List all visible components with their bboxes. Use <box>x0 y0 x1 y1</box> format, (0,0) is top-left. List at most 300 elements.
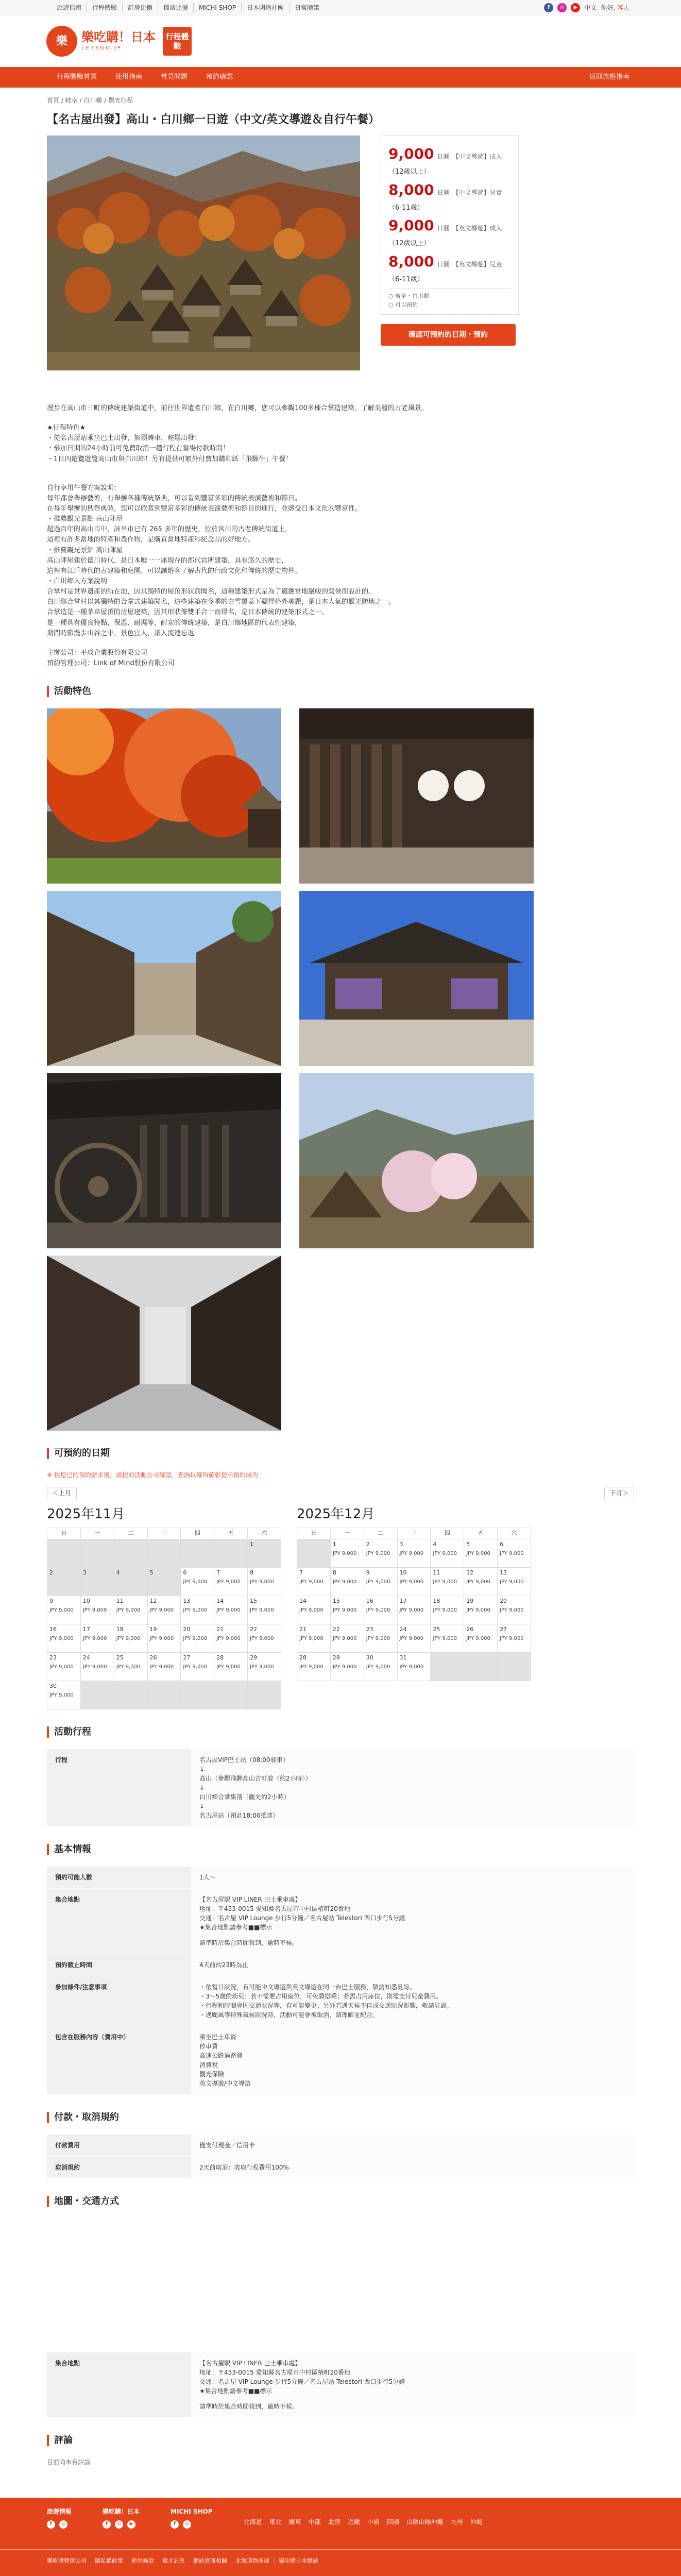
calendar-grid <box>297 1528 531 1681</box>
logo-en: LETSGO.JP <box>81 45 122 51</box>
calendar-day[interactable] <box>330 1624 364 1653</box>
calendar-day[interactable] <box>464 1539 498 1568</box>
calendar-day <box>147 1539 181 1568</box>
day-price: JPY 9,000 <box>299 1664 324 1670</box>
reviews-empty: 目前尚未有評論 <box>47 2459 91 2466</box>
price-row <box>388 177 511 203</box>
table-row <box>47 2134 634 2157</box>
calendar-day[interactable] <box>147 1596 181 1624</box>
day-number: 18 <box>433 1598 440 1605</box>
topbar-link[interactable]: 日常隨筆 <box>295 4 320 11</box>
calendar-day <box>80 1681 114 1709</box>
logo-jp: 樂吃購！日本 <box>81 30 156 45</box>
price-label: 【中文導遊】兒童 <box>452 189 502 196</box>
calendar-day[interactable] <box>364 1596 397 1624</box>
day-number: 18 <box>116 1626 124 1633</box>
day-number: 14 <box>299 1598 307 1605</box>
day-number: 17 <box>82 1626 90 1633</box>
nav-item[interactable]: 行程體驗首頁 <box>57 73 97 81</box>
calendar-day <box>181 1539 214 1568</box>
calendar-day[interactable] <box>214 1653 248 1681</box>
table-row <box>47 1889 634 1954</box>
calendar-day[interactable] <box>297 1568 331 1596</box>
calendar-day[interactable] <box>214 1624 248 1653</box>
calendar-day[interactable] <box>464 1624 498 1653</box>
gallery-image-snow-street[interactable] <box>47 1256 281 1431</box>
weekday-header: 二 <box>114 1528 147 1539</box>
calendar-day <box>114 1681 147 1709</box>
footer-area-link[interactable]: 關東 <box>288 2518 301 2526</box>
weekday-header: 日 <box>297 1528 331 1539</box>
calendar-day[interactable] <box>498 1624 531 1653</box>
calendar-day[interactable] <box>80 1596 114 1624</box>
calendar-day[interactable] <box>364 1653 397 1681</box>
info-line: ★集合地點請參考■■標示 <box>199 1924 273 1931</box>
info-line: 請準時於集合時間報到，逾時不候。 <box>199 1939 299 1947</box>
day-number: 23 <box>49 1654 57 1662</box>
footer-link[interactable]: 網站資訊相關 <box>193 2557 227 2565</box>
description-line: 高山陣屋建於德川時代，是日本唯一一座現存的郡代官所建築，具有悠久的歷史， <box>47 556 288 565</box>
topbar-link[interactable]: 機票比價 <box>158 3 194 12</box>
info-value <box>191 1954 634 1976</box>
day-number: 12 <box>466 1569 474 1577</box>
info-value <box>191 2352 634 2418</box>
description-line: 自行享用午餐方案說明： <box>47 484 121 492</box>
info-value <box>191 2134 634 2157</box>
calendar-day[interactable] <box>297 1596 331 1624</box>
day-price: JPY 9,000 <box>500 1607 524 1613</box>
calendar-day[interactable] <box>248 1624 281 1653</box>
day-price: JPY 9,000 <box>250 1664 274 1670</box>
youtube-icon[interactable]: ▶ <box>127 2520 135 2529</box>
description-line: 合掌造是一種茅草屋頂的房屋建築，因其形狀像雙手合十而得名，是日本傳統的建築形式之一。 <box>47 608 329 617</box>
day-number: 16 <box>366 1598 373 1605</box>
calendar-day[interactable] <box>214 1568 248 1596</box>
footer-social-icons <box>171 2520 213 2529</box>
info-line: 消費稅 <box>199 2061 218 2069</box>
footer-sub <box>0 2549 681 2573</box>
info-line: 交通：名古屋 VIP Lounge 步行5分鐘／名古屋站 Telestori 西口步行5分鐘 <box>199 1914 405 1922</box>
calendar-month <box>297 1504 531 1709</box>
calendar-day[interactable] <box>364 1539 397 1568</box>
day-number: 7 <box>216 1569 220 1577</box>
footer-area-link[interactable]: 中國 <box>367 2518 380 2526</box>
calendar-day[interactable] <box>214 1596 248 1624</box>
footer-area-link[interactable]: 中部 <box>308 2518 321 2526</box>
weekday-header: 一 <box>330 1528 364 1539</box>
calendar-day <box>214 1681 248 1709</box>
info-line: 地址：〒453-0015 愛知縣名古屋市中村區椿町20番地 <box>199 1905 350 1913</box>
info-line: 乘坐巴士車資 <box>199 2033 237 2041</box>
topbar-link[interactable]: 訂房比價 <box>123 3 158 12</box>
day-number: 11 <box>433 1569 440 1577</box>
day-number: 1 <box>332 1541 336 1548</box>
prev-month-button[interactable]: ＜上月 <box>47 1487 77 1499</box>
calendar-day <box>114 1539 147 1568</box>
table-row <box>47 2026 634 2095</box>
calendar-day[interactable] <box>330 1596 364 1624</box>
main-content <box>47 88 634 2467</box>
description-line: ・推薦觀光景點 高山陣屋 <box>47 546 123 554</box>
day-price: JPY 9,000 <box>399 1664 424 1670</box>
calendar-day[interactable] <box>297 1653 331 1681</box>
calendar-day[interactable] <box>397 1653 431 1681</box>
calendar-day[interactable] <box>464 1596 498 1624</box>
footer-area-link[interactable]: 近畿 <box>347 2518 360 2526</box>
day-price: JPY 9,000 <box>116 1664 141 1670</box>
info-value <box>191 2157 634 2179</box>
topbar-link[interactable]: 旅遊指南 <box>52 3 87 12</box>
nav-items <box>52 72 242 82</box>
gallery-image-old-town-street[interactable] <box>47 891 281 1066</box>
footer-social-icons <box>103 2520 140 2529</box>
calendar-day[interactable] <box>364 1568 397 1596</box>
calendar-day[interactable] <box>114 1596 147 1624</box>
description-line: ★行程特色★ <box>47 424 86 432</box>
calendar-day[interactable] <box>181 1624 214 1653</box>
facebook-icon[interactable]: f <box>544 3 553 12</box>
calendar-day[interactable] <box>330 1653 364 1681</box>
weekday-header: 四 <box>431 1528 464 1539</box>
itinerary-line: 高山（參觀飛騨高山古町並〈約2小時〉） <box>199 1775 312 1783</box>
info-line: 【名古屋駅 VIP LINER 巴士乘車處】 <box>199 2360 301 2367</box>
topbar-link[interactable]: 行程體驗 <box>87 3 123 12</box>
instagram-icon[interactable]: ◎ <box>557 3 567 12</box>
itinerary-lines <box>191 1749 634 1827</box>
day-number: 5 <box>149 1569 154 1577</box>
info-line: ・3～5歲的幼兒：若不需要占用座位，可免費搭乘；若需占用座位，則需支付兒童費用。 <box>199 1993 442 2001</box>
instagram-icon[interactable]: ◎ <box>183 2520 191 2529</box>
footer-area-link[interactable]: 北海道 <box>243 2518 262 2526</box>
info-key: 付款費用 <box>47 2134 191 2157</box>
calendar-day[interactable] <box>464 1568 498 1596</box>
calendar-day <box>47 1539 81 1568</box>
footer-area-link[interactable]: 山陰山陽沖繩 <box>406 2518 444 2526</box>
day-number: 1 <box>250 1541 254 1548</box>
day-price: JPY 9,000 <box>49 1692 74 1698</box>
day-price: JPY 9,000 <box>399 1607 424 1613</box>
description-line: ・參加日期的24小時前可免費取消一趟行程在當場付款時間！ <box>47 445 230 453</box>
day-number: 12 <box>149 1598 157 1605</box>
nav-item[interactable]: 預約確認 <box>206 73 233 81</box>
calendar-day[interactable] <box>364 1624 397 1653</box>
day-price: JPY 9,000 <box>399 1550 424 1556</box>
logo-mark-icon: 樂 <box>46 26 77 57</box>
calendar-day[interactable] <box>47 1596 81 1624</box>
description-line: 白川鄉合掌村以其獨特的合掌式建築聞名，這些建築在冬季的白雪覆蓋下顯得格外美麗，是日本人氣的觀光勝地之一。 <box>47 598 396 606</box>
calendar-day[interactable] <box>114 1653 147 1681</box>
info-key: 集合地點 <box>47 2352 191 2418</box>
day-number: 24 <box>82 1654 90 1662</box>
facebook-icon[interactable]: f <box>103 2520 111 2529</box>
price-amount: 9,000 <box>388 145 434 162</box>
calendar-day[interactable] <box>47 1624 81 1653</box>
back-to-guide-link[interactable]: 返回旅遊指南 <box>589 73 629 81</box>
day-number: 29 <box>332 1654 340 1662</box>
day-price: JPY 9,000 <box>116 1607 141 1613</box>
greeting-text <box>601 3 629 12</box>
info-line: 【名古屋駅 VIP LINER 巴士乘車處】 <box>199 1896 301 1904</box>
day-price: JPY 9,000 <box>183 1664 208 1670</box>
day-price: JPY 9,000 <box>366 1607 390 1613</box>
footer-area-link[interactable]: 沖繩 <box>470 2518 483 2526</box>
facebook-icon[interactable]: f <box>171 2520 179 2529</box>
calendar-day <box>431 1653 464 1681</box>
payment-table <box>47 2134 634 2179</box>
instagram-icon[interactable]: ◎ <box>115 2520 123 2529</box>
day-price: JPY 9,000 <box>466 1579 490 1585</box>
info-line: 1人～ <box>199 1874 216 1882</box>
table-row <box>47 1954 634 1976</box>
info-value <box>191 1976 634 2026</box>
language-select[interactable]: 中文 <box>584 4 597 11</box>
topbar-right <box>544 3 629 12</box>
day-number: 23 <box>366 1626 373 1633</box>
footer-area-link[interactable]: 九州 <box>450 2518 463 2526</box>
itinerary-line: ↓ <box>199 1784 205 1792</box>
table-row <box>47 1867 634 1889</box>
gallery-image-autumn-maple[interactable] <box>47 708 281 884</box>
itinerary-line: 白川鄉合掌集落（觀光約2小時） <box>199 1793 290 1801</box>
table-row <box>47 2352 634 2418</box>
day-number: 20 <box>500 1598 507 1605</box>
day-number: 4 <box>116 1569 120 1577</box>
description-line: 預約管理公司：Link of Mind股份有限公司 <box>47 659 175 667</box>
next-month-button[interactable]: 下月＞ <box>604 1487 634 1499</box>
day-number: 15 <box>250 1598 258 1605</box>
day-number: 21 <box>299 1626 307 1633</box>
experience-badge[interactable]: 行程體驗 <box>163 27 192 56</box>
gallery-image-gassho-village[interactable] <box>299 1073 534 1248</box>
info-line: 4天前的23時為止 <box>199 1961 248 1969</box>
day-number: 6 <box>500 1541 504 1548</box>
calendar-grid <box>47 1528 281 1709</box>
day-price: JPY 9,000 <box>500 1635 524 1641</box>
calendar-day[interactable] <box>248 1568 281 1596</box>
calendar-day[interactable] <box>498 1539 531 1568</box>
topbar <box>0 0 681 15</box>
calendar-day[interactable] <box>431 1624 464 1653</box>
day-number: 7 <box>299 1569 303 1577</box>
info-key: 集合地點 <box>47 1889 191 1954</box>
basic-info-table <box>47 1867 634 2095</box>
info-key: 取消規約 <box>47 2157 191 2179</box>
price-age-note: （12歲以上） <box>388 168 431 176</box>
weekday-header: 日 <box>47 1528 81 1539</box>
day-number: 29 <box>250 1654 258 1662</box>
book-button[interactable]: 確認可預約的日期・預約 <box>381 324 516 346</box>
calendar-day[interactable] <box>47 1653 81 1681</box>
day-price: JPY 9,000 <box>433 1579 457 1585</box>
guest-link[interactable]: 客人 <box>617 4 629 11</box>
info-key: 包含在服務內容（費用中） <box>47 2026 191 2095</box>
table-row <box>47 1976 634 2026</box>
gallery-image-waterwheel[interactable] <box>47 1073 281 1248</box>
day-price: JPY 9,000 <box>250 1607 274 1613</box>
calendar-day <box>248 1681 281 1709</box>
footer-link[interactable]: 北海道物產展 ｜ 樂吃購日本總站 <box>235 2557 318 2565</box>
calendar-day[interactable] <box>330 1539 364 1568</box>
footer-link[interactable]: 隱私權政策 <box>95 2557 123 2565</box>
itinerary-line: 名古屋站（預計18:00抵達） <box>199 1812 279 1820</box>
day-price: JPY 9,000 <box>183 1635 208 1641</box>
day-number: 13 <box>183 1598 191 1605</box>
info-line: 高速公路過路費 <box>199 2052 243 2060</box>
section-title-itinerary: 活動行程 <box>47 1725 634 1739</box>
site-logo[interactable] <box>46 26 156 57</box>
calendar-day <box>464 1653 498 1681</box>
weekday-header: 六 <box>498 1528 531 1539</box>
calendar-day[interactable] <box>181 1653 214 1681</box>
description-line: 是一種具有優良特點，保溫、耐濕等，耐寒的傳統建築，是白川鄉地區的代表性建築， <box>47 619 302 627</box>
day-number: 3 <box>399 1541 403 1548</box>
calendar-day <box>147 1681 181 1709</box>
section-title-reviews: 評論 <box>47 2433 634 2447</box>
footer-area-link[interactable]: 四國 <box>386 2518 399 2526</box>
day-price: JPY 9,000 <box>216 1635 241 1641</box>
facebook-icon[interactable]: f <box>47 2520 55 2529</box>
calendar-day[interactable] <box>431 1539 464 1568</box>
day-price: JPY 9,000 <box>250 1635 274 1641</box>
info-value <box>191 1889 634 1954</box>
map-area <box>47 2218 634 2352</box>
day-number: 2 <box>49 1569 53 1577</box>
day-price: JPY 9,000 <box>500 1550 524 1556</box>
topbar-link[interactable]: MICHI SHOP <box>194 3 242 12</box>
weekday-header: 五 <box>464 1528 498 1539</box>
calendar-day[interactable] <box>80 1653 114 1681</box>
day-number: 26 <box>466 1626 474 1633</box>
calendar-day[interactable] <box>297 1624 331 1653</box>
day-number: 4 <box>433 1541 437 1548</box>
calendar-day[interactable] <box>47 1681 81 1709</box>
footer-area-link[interactable]: 東北 <box>269 2518 282 2526</box>
calendar-day[interactable] <box>330 1568 364 1596</box>
topbar-links <box>52 3 325 12</box>
calendar-day[interactable] <box>181 1568 214 1596</box>
info-value <box>191 2026 634 2095</box>
spacer <box>47 465 634 474</box>
topbar-link[interactable]: 日本國物社團 <box>242 3 290 12</box>
hero <box>47 135 634 370</box>
footer-area-link[interactable]: 北陸 <box>328 2518 340 2526</box>
instagram-icon[interactable]: ◎ <box>59 2520 67 2529</box>
day-number: 22 <box>250 1626 258 1633</box>
day-number: 2 <box>366 1541 370 1548</box>
section-title-basic-info: 基本情報 <box>47 1842 634 1856</box>
day-price: JPY 9,000 <box>149 1664 174 1670</box>
section-title-features: 活動特色 <box>47 684 634 698</box>
calendar-day[interactable] <box>431 1596 464 1624</box>
footer-link[interactable]: 徵才訊息 <box>162 2557 185 2565</box>
calendar-day[interactable] <box>397 1624 431 1653</box>
calendar-day[interactable] <box>248 1653 281 1681</box>
day-price: JPY 9,000 <box>399 1635 424 1641</box>
calendar-day <box>47 1568 81 1596</box>
price-row <box>388 249 511 275</box>
calendar-day[interactable] <box>147 1653 181 1681</box>
price-amount: 9,000 <box>388 217 434 234</box>
day-number: 30 <box>49 1683 57 1690</box>
price-unit: 日圓 <box>437 260 450 268</box>
info-line: 觀光保險 <box>199 2071 225 2078</box>
day-price: JPY 9,000 <box>82 1664 107 1670</box>
day-price: JPY 9,000 <box>49 1607 74 1613</box>
calendar-note: ※ 依您已的預約需求後，請提前活動公司確認，查詢以確所確彰提示預約成功 <box>47 1471 258 1479</box>
youtube-icon[interactable]: ▶ <box>571 3 580 12</box>
page-title: 【名古屋出發】高山・白川鄉一日遊（中文/英文導遊＆自行午餐） <box>47 113 380 126</box>
day-number: 31 <box>399 1654 407 1662</box>
gallery-image-lantern-street[interactable] <box>299 708 534 884</box>
calendar-day[interactable] <box>80 1624 114 1653</box>
day-price: JPY 9,000 <box>149 1635 174 1641</box>
description-line: 合掌村是世界遺產的所在地，因其獨特的屋頂形狀而聞名，這種建築形式是為了適應當地嚴峻的氣候而設計的。 <box>47 588 376 596</box>
info-line: 2天前取消：收取行程費用100% <box>199 2164 289 2172</box>
day-price: JPY 9,000 <box>433 1607 457 1613</box>
day-price: JPY 9,000 <box>299 1607 324 1613</box>
calendar-day[interactable] <box>397 1539 431 1568</box>
calendar-day[interactable] <box>181 1596 214 1624</box>
price-unit: 日圓 <box>437 225 450 232</box>
calendar-day[interactable] <box>248 1596 281 1624</box>
itinerary-line: ↓ <box>199 1803 205 1810</box>
description-line: ・1日內遊覽遊覽高山市與白川鄉！另有提供可額外付費加購和紙「飛騨牛」午餐！ <box>47 455 293 463</box>
calendar-day[interactable] <box>147 1624 181 1653</box>
day-price: JPY 9,000 <box>366 1635 390 1641</box>
price-label: 【英文導遊】兒童 <box>452 260 502 268</box>
calendar-day <box>80 1568 114 1596</box>
hero-image <box>47 135 360 370</box>
day-number: 21 <box>216 1626 224 1633</box>
calendar-day[interactable] <box>431 1568 464 1596</box>
footer-link[interactable]: 使用條款 <box>131 2557 154 2565</box>
description-line: 超過百年的高山市中，該早市已有 265 多年的歷史，位於宮川的古老傳統街道上， <box>47 526 292 534</box>
day-number: 5 <box>466 1541 470 1548</box>
calendar-month-title: 2025年12月 <box>297 1506 375 1522</box>
day-number: 30 <box>366 1654 373 1662</box>
calendar-day[interactable] <box>498 1596 531 1624</box>
calendar-day[interactable] <box>397 1596 431 1624</box>
day-number: 26 <box>149 1654 157 1662</box>
nav-item[interactable]: 使用指南 <box>115 73 143 81</box>
nav-item[interactable]: 常見問題 <box>161 73 188 81</box>
price-row <box>388 141 511 167</box>
calendar-day[interactable] <box>114 1624 147 1653</box>
footer-link[interactable]: 樂吃購營運公司 <box>47 2557 87 2565</box>
weekday-header: 一 <box>80 1528 114 1539</box>
day-number: 28 <box>299 1654 307 1662</box>
section-title-payment: 付款・取消規約 <box>47 2110 634 2124</box>
weekday-header: 四 <box>181 1528 214 1539</box>
site-footer <box>0 2498 681 2576</box>
day-price: JPY 9,000 <box>183 1579 208 1585</box>
footer-areas <box>244 2517 483 2529</box>
calendar-day[interactable] <box>397 1568 431 1596</box>
section-title-availability: 可預約的日期 <box>47 1446 634 1460</box>
calendar-day[interactable] <box>498 1568 531 1596</box>
info-line: ★集合地點請參考■■標示 <box>199 2387 273 2395</box>
section-title-map: 地圖・交通方式 <box>47 2194 634 2208</box>
table-row <box>47 1749 634 1827</box>
footer-column-title: MICHI SHOP <box>171 2508 213 2516</box>
gallery-image-takayama-jinya[interactable] <box>299 891 534 1066</box>
day-number: 27 <box>500 1626 507 1633</box>
day-price: JPY 9,000 <box>466 1550 490 1556</box>
spacer <box>199 1932 626 1938</box>
price-box <box>381 135 519 315</box>
description-line: ・白川鄉入方案說明 <box>47 577 108 585</box>
day-price: JPY 9,000 <box>366 1579 390 1585</box>
